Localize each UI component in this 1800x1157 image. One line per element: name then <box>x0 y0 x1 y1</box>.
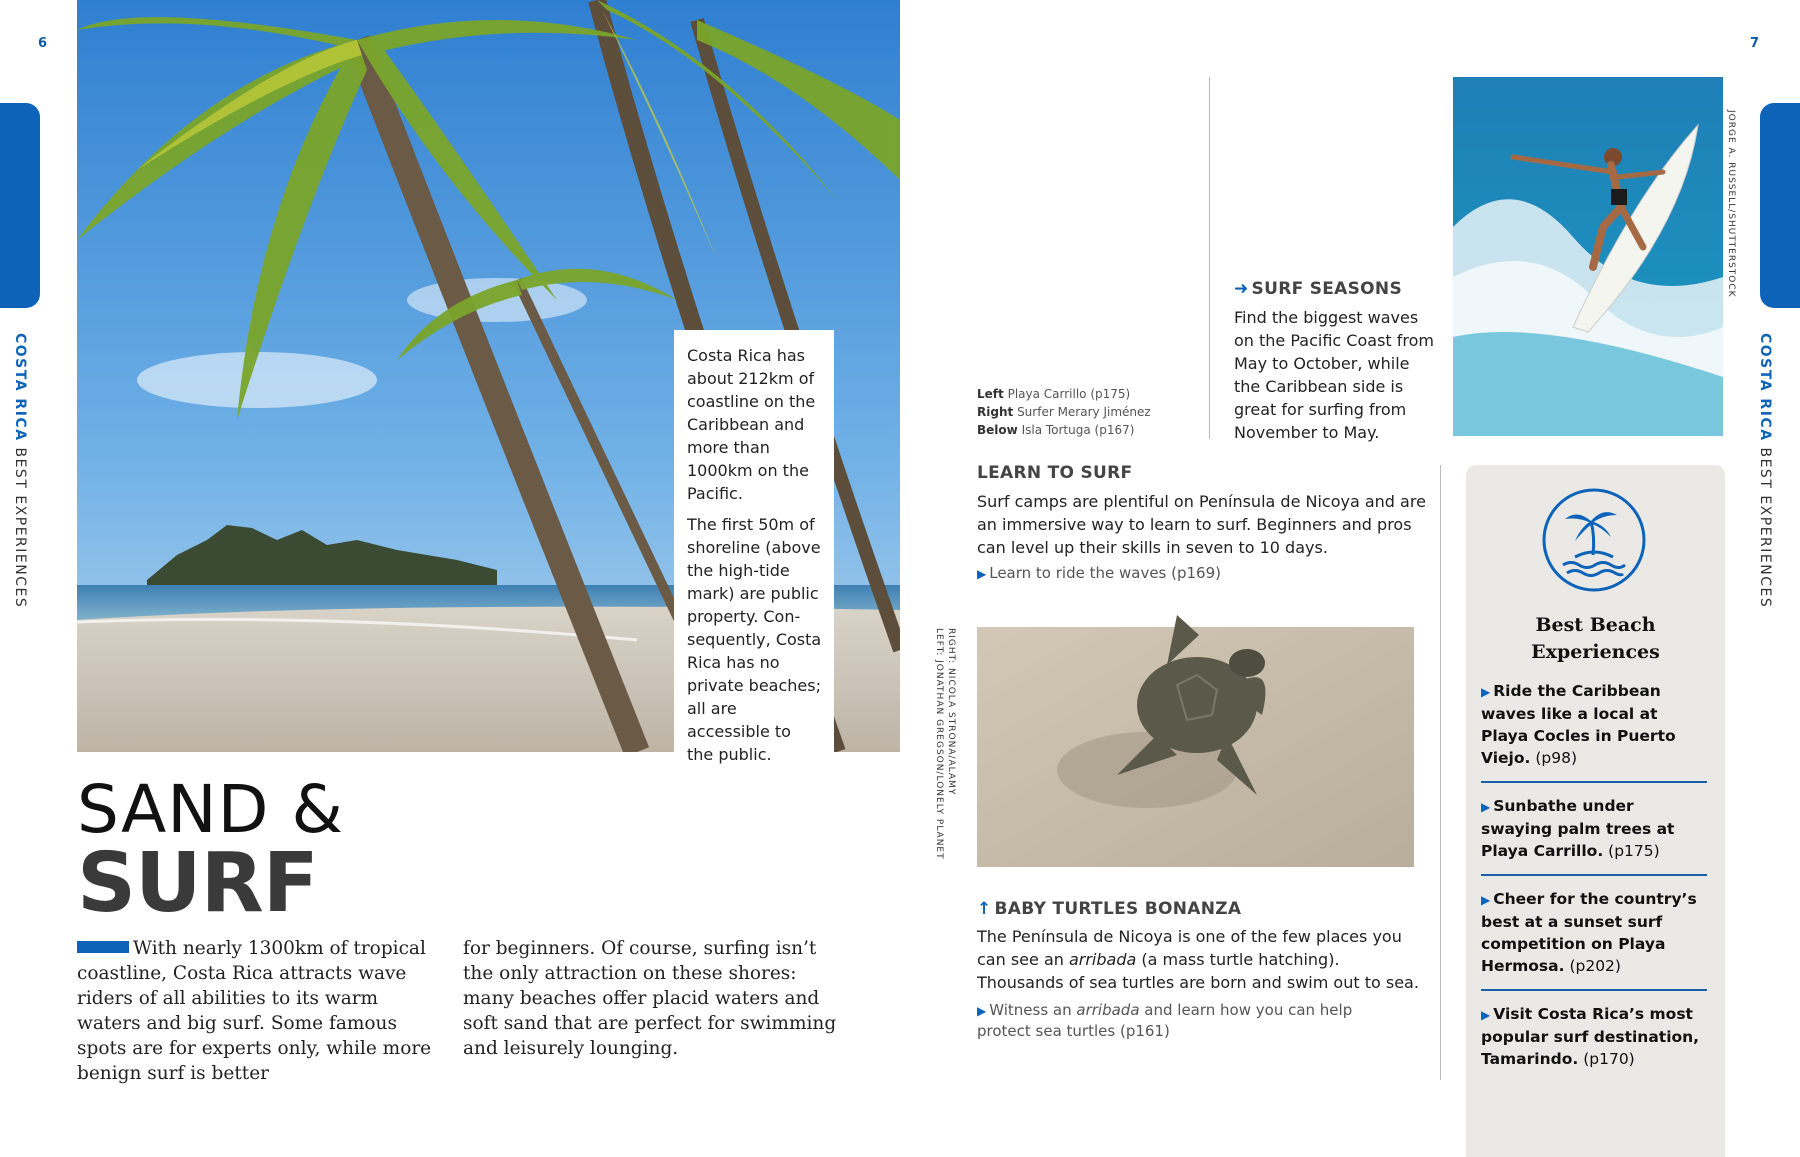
item-bold: Sunbathe under swaying palm trees at Playa Carrillo. <box>1481 797 1675 860</box>
item-bold: Ride the Caribbean waves like a local at Playa Cocles in Puerto Viejo. <box>1481 682 1676 767</box>
triangle-right-icon: ▶ <box>1481 893 1491 907</box>
intro-column-2 <box>463 936 838 1061</box>
link-text: and learn how you can help protect sea turtles (p161) <box>977 1001 1353 1040</box>
triangle-right-icon: ▶ <box>1481 1008 1491 1022</box>
item-ref: (p175) <box>1603 842 1660 860</box>
surf-seasons-heading <box>1234 279 1402 299</box>
page-number-left: 6 <box>38 36 48 51</box>
turtle-photo-credit <box>933 628 957 860</box>
list-item[interactable] <box>1481 680 1707 783</box>
baby-turtles-link[interactable] <box>977 1000 1407 1041</box>
arrow-right-icon: ➜ <box>1234 279 1249 299</box>
triangle-right-icon: ▶ <box>1481 685 1491 699</box>
triangle-right-icon: ▶ <box>1481 800 1491 814</box>
sidebar-list <box>1481 680 1707 1094</box>
list-item[interactable] <box>1481 795 1707 876</box>
caption-label: Below <box>977 423 1018 437</box>
title-line-1: SAND & <box>77 771 344 848</box>
link-text: Witness an <box>989 1001 1077 1019</box>
triangle-right-icon: ▶ <box>977 567 987 581</box>
baby-turtles-body <box>977 925 1422 994</box>
credit-right: RIGHT: NICOLA STRONA/ALAMY <box>946 628 956 796</box>
side-label-strong: COSTA RICA <box>12 333 28 442</box>
item-ref: (p98) <box>1530 749 1577 767</box>
body-emphasis: arribada <box>1068 950 1137 969</box>
caption-label: Right <box>977 405 1014 419</box>
callout-paragraph-1: Costa Rica has about 212km of coastline on the Caribbean and more than 1000km on the Pacific. <box>687 346 816 503</box>
caption-text: Playa Carrillo (p175) <box>1007 387 1131 401</box>
item-ref: (p202) <box>1564 957 1621 975</box>
sidebar-title-line-1: Best Beach <box>1535 614 1656 636</box>
side-label-rest: BEST EXPERIENCES <box>1757 447 1773 609</box>
coastline-callout <box>674 330 834 764</box>
triangle-right-icon: ▶ <box>977 1004 987 1018</box>
surf-seasons-heading-text: SURF SEASONS <box>1251 279 1402 299</box>
intro-accent-bar <box>77 941 129 953</box>
learn-to-surf-link[interactable] <box>977 563 1221 584</box>
body-text: (a mass turtle hatching). Thousands of sea turtles are born and swim out to sea. <box>977 950 1419 992</box>
arrow-up-icon: ↑ <box>977 899 992 919</box>
item-ref: (p170) <box>1578 1050 1635 1068</box>
caption-label: Left <box>977 387 1004 401</box>
side-label-left <box>12 333 28 608</box>
surfer-photo-credit: JORGE A. RUSSELL/SHUTTERSTOCK <box>1726 110 1736 298</box>
turtle-photo <box>977 595 1414 867</box>
learn-to-surf-body: Surf camps are plentiful on Península de Nicoya and are an immersive way to learn to surf. Beginners and pros can level up their skills in seven to 10 days. <box>977 492 1426 557</box>
caption-below <box>977 421 1151 439</box>
body-text: The Península de Nicoya is one of the few places you can see an <box>977 927 1402 969</box>
intro-text-2: for beginners. Of course, surfing isn’t the only attraction on these shores: many beaches offer placid waters and soft sand that are perfect for swimming and leisurely lounging. <box>463 938 837 1059</box>
baby-turtles-heading-text: BABY TURTLES BONANZA <box>994 899 1242 919</box>
list-item[interactable] <box>1481 1003 1707 1082</box>
learn-to-surf-link-text: Learn to ride the waves (p169) <box>989 564 1221 582</box>
item-bold: Cheer for the country’s best at a sunset surf competition on Playa Hermosa. <box>1481 890 1697 975</box>
photo-captions <box>977 385 1151 439</box>
learn-to-surf-heading: LEARN TO SURF <box>977 463 1133 483</box>
item-bold: Visit Costa Rica’s most popular surf destination, Tamarindo. <box>1481 1005 1700 1068</box>
caption-left <box>977 385 1151 403</box>
sidebar-title-line-2: Experiences <box>1531 641 1660 663</box>
divider-upper <box>1209 77 1210 439</box>
palm-island-icon <box>1541 487 1647 593</box>
callout-paragraph-2: The first 50m of shoreline (above the high-tide mark) are public property. Con-sequently, Costa Rica has no private beaches; all are accessible to the public. <box>687 515 822 764</box>
page-number-right: 7 <box>1750 36 1760 51</box>
credit-left: LEFT: JONATHAN GREGSON/LONELY PLANET <box>934 628 944 860</box>
divider-lower <box>1440 465 1441 1080</box>
intro-text-1: With nearly 1300km of tropical coastline, Costa Rica attracts wave riders of all abilities to its warm waters and big surf. Some famous spots are for experts only, while more benign surf is better <box>77 938 432 1084</box>
intro-column-1 <box>77 936 439 1086</box>
side-label-strong: COSTA RICA <box>1757 333 1773 442</box>
sidebar-title <box>1466 612 1725 666</box>
list-item[interactable] <box>1481 888 1707 991</box>
side-label-right <box>1757 333 1773 608</box>
caption-right <box>977 403 1151 421</box>
surf-seasons-body: Find the biggest waves on the Pacific Coast from May to October, while the Caribbean side is great for surfing from November to May. <box>1234 308 1434 442</box>
caption-text: Isla Tortuga (p167) <box>1021 423 1135 437</box>
side-tab-right <box>1760 103 1800 308</box>
side-label-rest: BEST EXPERIENCES <box>12 447 28 609</box>
link-emphasis: arribada <box>1076 1001 1140 1019</box>
title-line-2: SURF <box>77 836 318 931</box>
surfer-photo <box>1453 77 1723 436</box>
side-tab-left <box>0 103 40 308</box>
caption-text: Surfer Merary Jiménez <box>1017 405 1151 419</box>
baby-turtles-heading <box>977 899 1241 919</box>
